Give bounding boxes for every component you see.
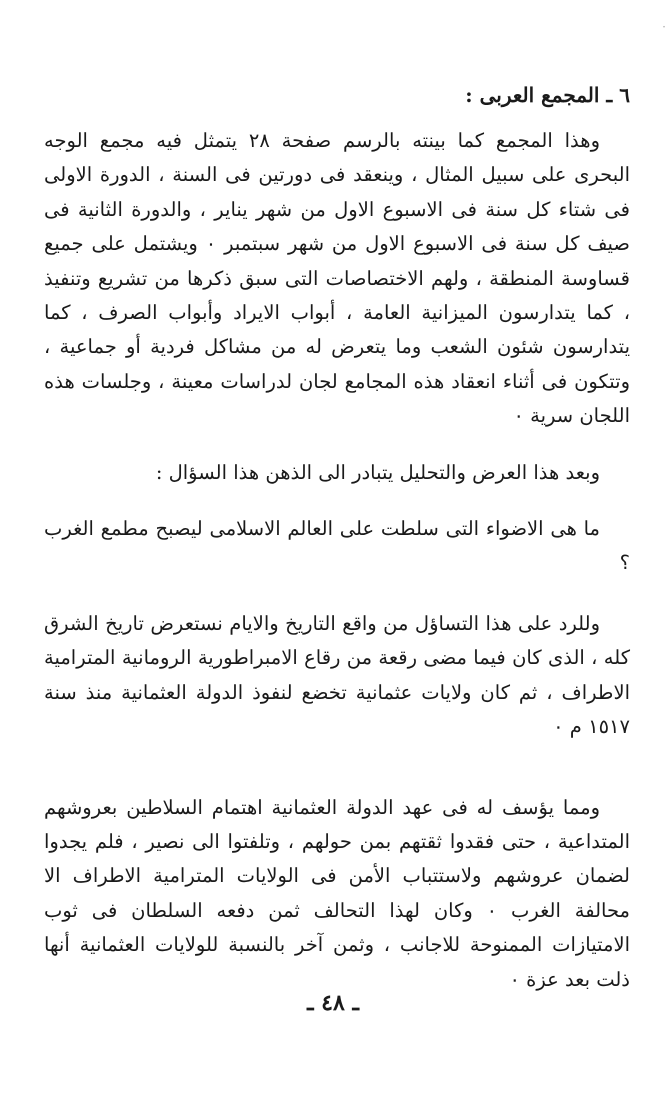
paragraph-gap xyxy=(44,745,630,791)
paragraph-question-intro: وبعد هذا العرض والتحليل يتبادر الى الذهن هذا السؤال : xyxy=(155,460,600,484)
paragraph-gap xyxy=(44,581,630,607)
paragraph-question: ما هى الاضواء التى سلطت على العالم الاسلامى ليصبح مطمع الغرب ؟ xyxy=(44,517,630,575)
paragraph-council-description: وهذا المجمع كما بينته بالرسم صفحة ٢٨ يتمثل فيه مجمع الوجه البحرى على سبيل المثال ، وينعقد فى دورتين فى السنة ، الدورة الاولى فى شتاء كل سنة فى الاسبوع الاول من شهر يناير ، والدورة الثانية فى صيف كل سنة فى الاسبوع الاول من شهر سبتمبر ٠ ويشتمل على جميع قساوسة المنطقة ، ولهم الاختصاصات التى سبق ذكرها من تشريع وتنفيذ ، كما يتدارسون الميزانية العامة ، أبواب الايراد وأبواب الصرف ، كما يتدارسون شئون الشعب وما يتعرض له من مشاكل فردية أو جماعية ، وتتكون فى أثناء انعقاد هذه المجامع لجان لدراسات معينة ، وجلسات هذه اللجان سرية ٠ xyxy=(44,129,630,428)
section-heading: ٦ ـ المجمع العربى : xyxy=(465,83,630,107)
page-content xyxy=(44,78,630,997)
paragraph-gap xyxy=(44,434,630,456)
page-number: ـ ٤٨ ـ xyxy=(307,990,359,1016)
paragraph-history: وللرد على هذا التساؤل من واقع التاريخ والايام نستعرض تاريخ الشرق كله ، الذى كان فيما مضى رقعة من رقاع الامبراطورية الرومانية المترامية الاطراف ، ثم كان ولايات عثمانية تخضع لنفوذ الدولة العثمانية منذ سنة ١٥١٧ م ٠ xyxy=(44,611,630,739)
scan-edge-mark: · xyxy=(662,20,666,34)
paragraph-gap xyxy=(44,490,630,512)
paragraph-ottoman: ومما يؤسف له فى عهد الدولة العثمانية اهتمام السلاطين بعروشهم المتداعية ، حتى فقدوا ثقتهم بمن حولهم ، وتلفتوا الى نصير ، فلم يجدوا لضمان عروشهم ولاستتباب الأمن فى الولايات المترامية الاطراف الا محالفة الغرب ٠ وكان لهذا التحالف ثمن دفعه السلطان فى ثوب الامتيازات الممنوحة للاجانب ، وثمن آخر بالنسبة للولايات العثمانية أنها ذلت بعد عزة ٠ xyxy=(44,795,630,991)
